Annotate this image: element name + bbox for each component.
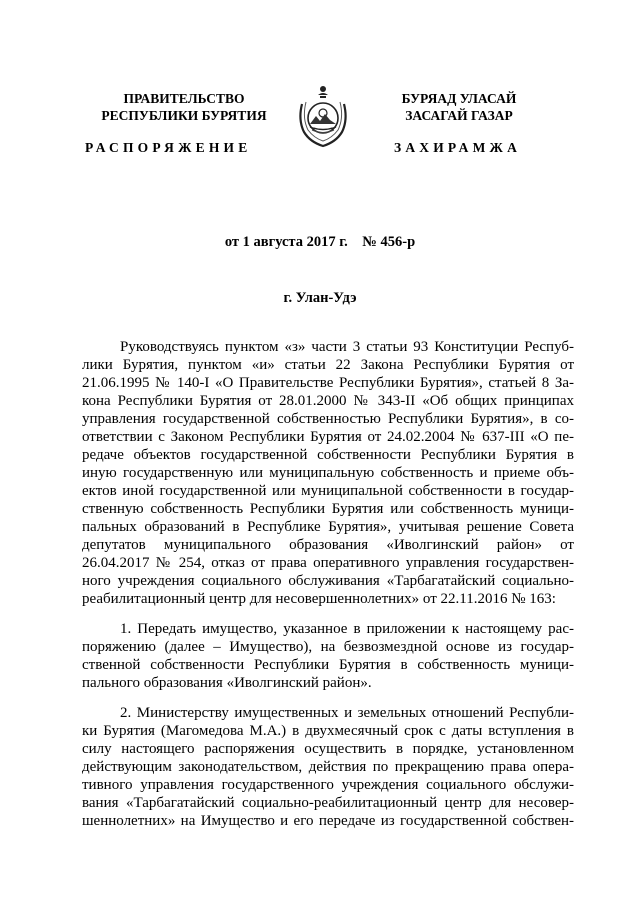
text-line: кона Республики Бурятия от 28.01.2000 № 343-II «Об общих принципах — [82, 393, 574, 409]
text-line: депутатов муниципального образования «Иволгинский район» от — [82, 537, 574, 553]
document-type-right: ЗАХИРАМЖА — [394, 140, 522, 155]
text-line: 26.04.2017 № 254, отказ от права оперативного управления государствен- — [82, 555, 574, 571]
paragraph-item-2 — [82, 704, 574, 830]
text-line: реабилитационный центр для несовершеннолетних» от 22.11.2016 № 163: — [82, 591, 556, 607]
text-line: редаче объектов государственной собственности Республики Бурятия в — [82, 447, 574, 463]
text-line: ответствии с Законом Республики Бурятия от 24.02.2004 № 637-III «О пе- — [82, 429, 574, 445]
republic-of-buryatia-emblem-icon — [296, 80, 350, 150]
document-city: г. Улан-Удэ — [283, 290, 357, 306]
paragraph-preamble — [82, 338, 574, 608]
government-title-line1: ПРАВИТЕЛЬСТВО — [123, 91, 245, 106]
text-line: ектов иной государственной или муниципальной собственности в государ- — [82, 483, 574, 499]
text-line: ственной собственности Республики Бурятия в собственность муници- — [82, 657, 574, 673]
text-line: поряжению (далее – Имущество), на безвозмездной основе из государ- — [82, 639, 574, 655]
text-line: 21.06.1995 № 140-I «О Правительстве Республики Бурятия», статьей 8 За- — [82, 375, 574, 391]
text-line: управления государственной собственностью Республики Бурятия», в со- — [82, 411, 574, 427]
document-type-left: РАСПОРЯЖЕНИЕ — [85, 140, 252, 155]
text-line: ного учреждения социального обслуживания «Тарбагатайский социально- — [82, 573, 574, 589]
text-line: 1. Передать имущество, указанное в приложении к настоящему рас- — [120, 621, 574, 637]
text-line: лики Бурятия, пунктом «и» статьи 22 Закона Республики Бурятия от — [82, 357, 574, 373]
text-line: ки Бурятия (Магомедова М.А.) в двухмесячный срок с даты вступления в — [82, 723, 574, 739]
text-line: 2. Министерству имущественных и земельных отношений Республи- — [120, 705, 574, 721]
text-line: действующим законодательством, действия по прекращению права опера- — [82, 759, 574, 775]
text-line: иную государственную или муниципальную собственность и приеме объ- — [82, 465, 574, 481]
text-line: Руководствуясь пунктом «з» части 3 статьи 93 Конституции Респуб- — [120, 339, 574, 355]
text-line: вания «Тарбагатайский социально-реабилитационный центр для несовер- — [82, 795, 574, 811]
text-line: пального образования «Иволгинский район». — [82, 675, 372, 691]
text-line: тивного управления государственного учреждения социального обслужи- — [82, 777, 574, 793]
text-line: ственную собственность Республики Бурятия или собственность муници- — [82, 501, 574, 517]
paragraph-item-1 — [82, 620, 574, 692]
header-left — [84, 90, 284, 124]
text-line: шеннолетних» на Имущество и его передаче из государственной собствен- — [82, 813, 574, 829]
document-date-number: от 1 августа 2017 г. № 456-р — [224, 234, 416, 250]
government-title-buryat-line2: ЗАСАГАЙ ГАЗАР — [405, 108, 513, 123]
government-title-line2: РЕСПУБЛИКИ БУРЯТИЯ — [101, 108, 267, 123]
header-right — [364, 90, 554, 124]
text-line: пальных образований в Республике Бурятия», учитывая решение Совета — [82, 519, 574, 535]
government-title-buryat-line1: БУРЯАД УЛАСАЙ — [401, 91, 517, 106]
text-line: силу настоящего распоряжения осуществить в порядке, установленном — [82, 741, 574, 757]
